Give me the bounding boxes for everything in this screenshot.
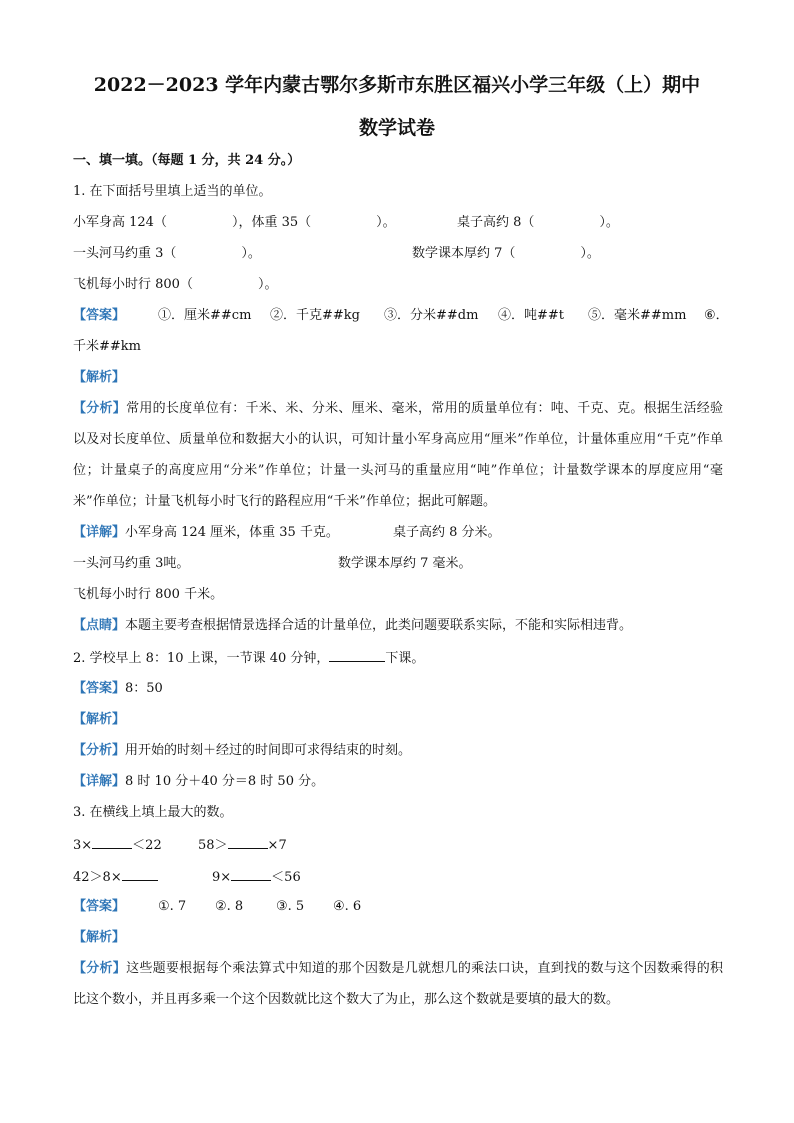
- q1-fenxi: [73, 393, 723, 517]
- document-title-line1: 2022－2023 学年内蒙古鄂尔多斯市东胜区福兴小学三年级（上）期中: [93, 74, 701, 96]
- answer-tag: 【答案】: [73, 681, 126, 696]
- q3-expr-2-left: 58＞: [198, 838, 228, 853]
- q3-expr-4-right: ＜56: [271, 870, 301, 885]
- dianjing-tag: 【点睛】: [73, 618, 126, 633]
- q2-stem: [73, 648, 424, 668]
- q1-xiangjie-row1: [73, 524, 339, 542]
- q2-stem-b: 下课。: [385, 651, 425, 666]
- q3-answer-1: ①. 7: [158, 899, 187, 914]
- q1-answer-3: ③．分米##dm: [384, 308, 479, 323]
- q3-fenxi-text: 这些题要根据每个乘法算式中知道的那个因数是几就想几的乘法口诀，直到找的数与这个因数乘得的积比这个数小，并且再多乘一个这个因数就比这个数大了为止，那么这个数就是要填的最大的数。: [73, 961, 723, 1007]
- q1-fenxi-text: 常用的长度单位有：千米、米、分米、厘米、毫米，常用的质量单位有：吨、千克、克。根据生活经验以及对长度单位、质量单位和数据大小的认识，可知计量小军身高应用“厘米”作单位，计量体重应用“千克”作单位；计量桌子的高度应用“分米”作单位；计量一头河马的重量应用“吨”作单位；计量数学课本的厚度应用“毫米”作单位；计量飞机每小时飞行的路程应用“千米”作单位；据此可解题。: [73, 401, 723, 509]
- xiangjie-tag: 【详解】: [73, 525, 126, 540]
- q1-xiangjie-1b: 桌子高约 8 分米。: [393, 525, 501, 540]
- q1-analysis-tag: 【解析】: [73, 370, 126, 385]
- q1-line1b: 桌子高约 8（ ）。: [457, 215, 619, 230]
- q3-expr-1: [73, 835, 162, 855]
- q3-expr-3: [73, 867, 158, 887]
- q2-fenxi: [73, 742, 411, 760]
- answer-tag: 【答案】: [73, 899, 126, 914]
- q3-expr-4: [212, 867, 301, 887]
- q2-answer-row: [73, 680, 163, 698]
- q1-answer-6: ⑥．: [704, 308, 729, 323]
- q2-analysis-tag: 【解析】: [73, 712, 126, 727]
- q1-line1a: 小军身高 124（ ），体重 35（ ）。: [73, 215, 396, 230]
- q3-blank-2[interactable]: [228, 835, 268, 849]
- q3-expr-1-left: 3×: [73, 838, 93, 853]
- q1-xiangjie-2b: 数学课本厚约 7 毫米。: [338, 556, 472, 571]
- q2-fenxi-text: 用开始的时刻＋经过的时间即可求得结束的时刻。: [125, 743, 412, 758]
- answer-tag: 【答案】: [73, 308, 126, 323]
- fenxi-tag: 【分析】: [73, 743, 126, 758]
- q2-xiangjie: [73, 773, 324, 791]
- q3-expr-2: [198, 835, 287, 855]
- q3-expr-2-right: ×7: [267, 838, 287, 853]
- q1-line3: 飞机每小时行 800（ ）。: [73, 277, 278, 292]
- q2-xiangjie-text: 8 时 10 分＋40 分＝8 时 50 分。: [125, 774, 325, 789]
- q3-blank-4[interactable]: [231, 867, 271, 881]
- q3-answer-row: [73, 898, 125, 916]
- q1-xiangjie-2a: 一头河马约重 3吨。: [73, 556, 190, 571]
- q1-answer-5: ⑤．毫米##mm: [588, 308, 687, 323]
- q1-answer-1: ①．厘米##cm: [158, 308, 252, 323]
- q3-expr-3-left: 42＞8×: [73, 870, 122, 885]
- q1-answer-row: [73, 307, 125, 325]
- q1-line2a: 一头河马约重 3（ ）。: [73, 246, 261, 261]
- q1-dianjing: [73, 617, 632, 635]
- q1-answer-4: ④．吨##t: [498, 308, 565, 323]
- q2-stem-a: 2. 学校早上 8：10 上课，一节课 40 分钟，: [73, 651, 330, 666]
- q3-blank-3[interactable]: [122, 867, 158, 881]
- q3-fenxi: [73, 953, 723, 1015]
- q1-stem: 1. 在下面括号里填上适当的单位。: [73, 184, 272, 199]
- section-heading: 一、填一填。（每题 1 分，共 24 分。）: [73, 153, 301, 168]
- q1-line2b: 数学课本厚约 7（ ）。: [412, 246, 600, 261]
- q2-blank[interactable]: [329, 648, 385, 662]
- q1-xiangjie-3: 飞机每小时行 800 千米。: [73, 587, 224, 602]
- q3-expr-4-left: 9×: [212, 870, 232, 885]
- q2-answer: 8：50: [125, 681, 163, 696]
- q3-answer-2: ②. 8: [215, 899, 244, 914]
- fenxi-tag: 【分析】: [73, 961, 127, 976]
- q3-expr-1-right: ＜22: [132, 838, 162, 853]
- fenxi-tag: 【分析】: [73, 401, 127, 416]
- q1-answer-continued: 千米##km: [73, 339, 141, 354]
- xiangjie-tag: 【详解】: [73, 774, 126, 789]
- q3-stem: 3. 在横线上填上最大的数。: [73, 805, 233, 820]
- q3-answer-4: ④. 6: [333, 899, 362, 914]
- q3-answer-3: ③. 5: [276, 899, 305, 914]
- q1-xiangjie-1a: 小军身高 124 厘米，体重 35 千克。: [125, 525, 339, 540]
- q1-answer-2: ②．千克##kg: [270, 308, 360, 323]
- document-title-line2: 数学试卷: [358, 117, 435, 139]
- q3-blank-1[interactable]: [92, 835, 132, 849]
- q3-analysis-tag: 【解析】: [73, 930, 126, 945]
- q1-dianjing-text: 本题主要考查根据情景选择合适的计量单位，此类问题要联系实际，不能和实际相违背。: [125, 618, 633, 633]
